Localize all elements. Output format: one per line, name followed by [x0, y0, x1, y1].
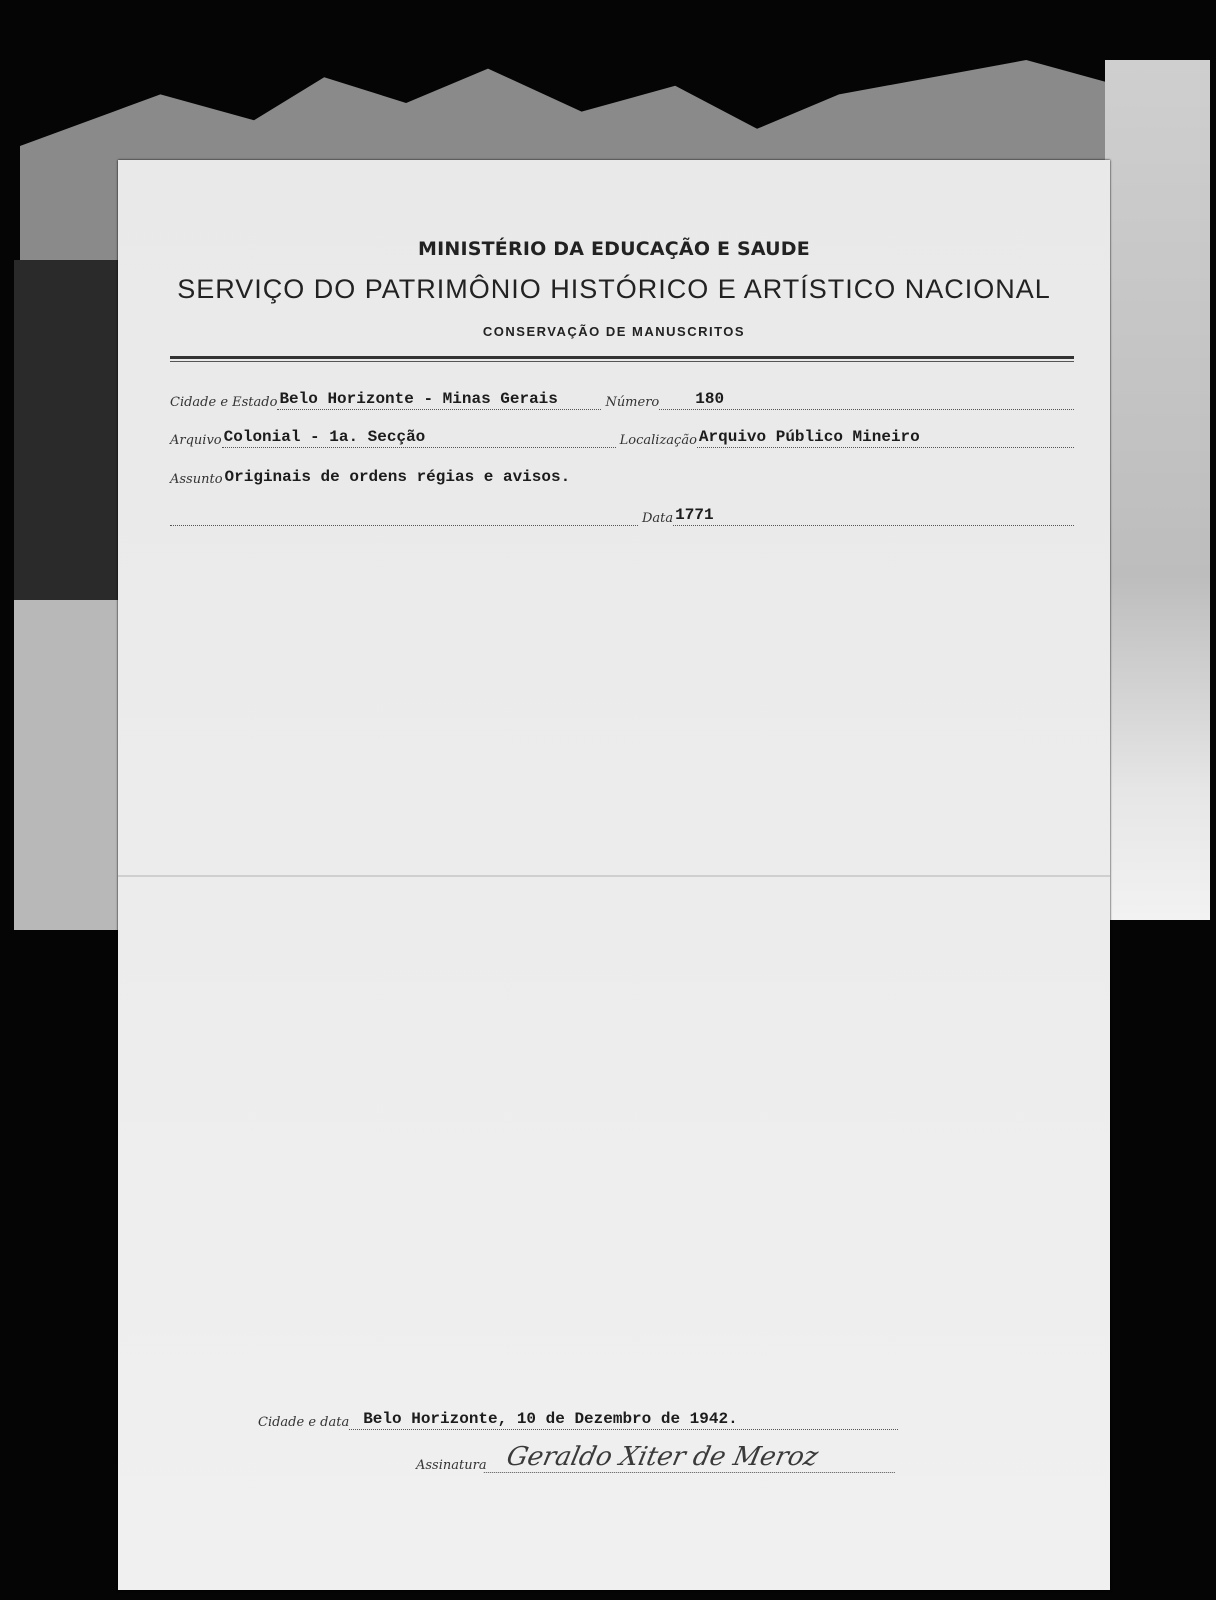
form-sheet [118, 160, 1110, 1590]
data-value: 1771 [673, 506, 1074, 526]
arquivo-value: Colonial - 1a. Secção [222, 428, 616, 448]
department-title: CONSERVAÇÃO DE MANUSCRITOS [482, 324, 746, 339]
fold-line [118, 875, 1110, 877]
numero-value: 180 [659, 390, 1074, 410]
arquivo-label: Arquivo [170, 433, 222, 448]
assunto-continuation-line [170, 506, 638, 526]
row-cidade-estado [170, 390, 1074, 410]
header-rule [170, 356, 1074, 359]
row-assinatura [416, 1442, 898, 1473]
signature: Geraldo Xiter de Meroz [483, 1442, 901, 1473]
row-assunto [170, 468, 1074, 487]
ministry-title: MINISTÉRIO DA EDUCAÇÃO E SAUDE [418, 238, 810, 260]
cidade-estado-label: Cidade e Estado [170, 395, 278, 410]
numero-label: Número [605, 395, 660, 410]
localizacao-label: Localização [619, 433, 697, 448]
service-title: SERVIÇO DO PATRIMÔNIO HISTÓRICO E ARTÍSTICO NACIONAL [177, 274, 1051, 304]
row-cidade-data [258, 1410, 898, 1430]
background-left-strip [14, 260, 118, 600]
assinatura-label: Assinatura [416, 1458, 487, 1473]
assunto-value: Originais de ordens régias e avisos. [224, 468, 571, 486]
cidade-data-value: Belo Horizonte, 10 de Dezembro de 1942. [349, 1410, 898, 1430]
row-data [170, 506, 1074, 526]
cidade-data-label: Cidade e data [258, 1415, 350, 1430]
row-arquivo [170, 428, 1074, 448]
cidade-estado-value: Belo Horizonte - Minas Gerais [277, 390, 601, 410]
background-paper-right [1105, 60, 1210, 920]
assunto-label: Assunto [170, 472, 223, 487]
header-rule-thin [170, 361, 1074, 362]
background-left-lower [14, 600, 118, 930]
localizacao-value: Arquivo Público Mineiro [697, 428, 1074, 448]
data-label: Data [642, 511, 674, 526]
